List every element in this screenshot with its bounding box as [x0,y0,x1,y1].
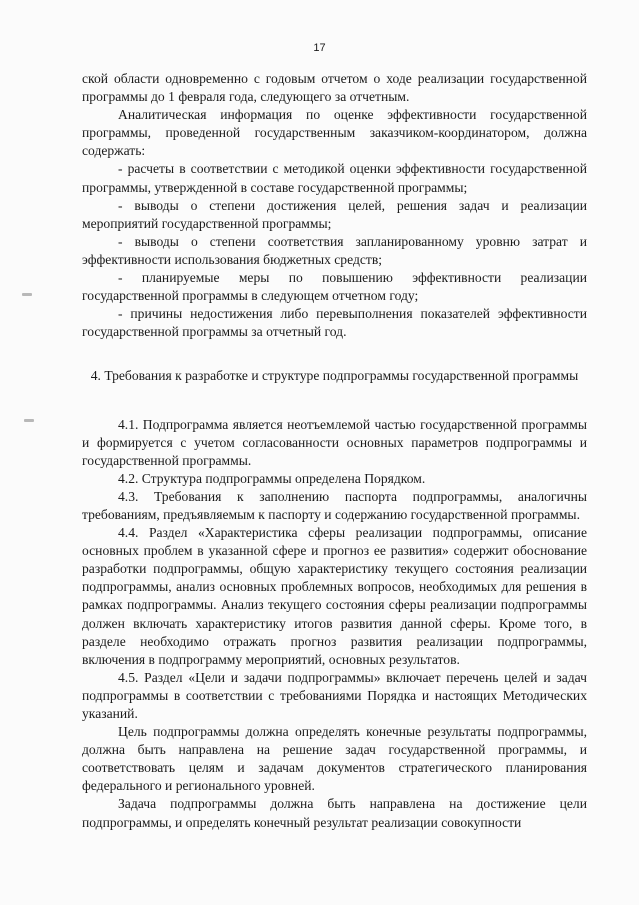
paragraph-continuation: ской области одновременно с годовым отчетом о ходе реализации государственной программы до 1 февраля года, следующего за отчетным. [82,71,587,105]
paragraph-4-4: 4.4. Раздел «Характеристика сферы реализации подпрограммы, описание основных проблем в указанной сфере и прогноз ее развития» содержит обоснование разработки подпрограммы, общую характеристику текущего состояния реализации подпрограммы, анализ основных проблемных вопросов, необходимых для решения в рамках подпрограммы. Анализ текущего состояния сферы реализации подпрограммы должен включать характеристику итогов развития данной сферы. Кроме того, в разделе необходимо отражать прогноз развития реализации подпрограммы, включения в подпрограмму мероприятий, основных результатов. [82,525,587,667]
list-item: - расчеты в соответствии с методикой оценки эффективности государственной программы, утвержденной в составе государственной программы; [82,161,587,195]
scan-artifact [22,293,32,296]
paragraph-4-5: 4.5. Раздел «Цели и задачи подпрограммы» включает перечень целей и задач подпрограммы в соответствии с требованиями Порядка и настоящих Методических указаний. [82,669,587,721]
document-body [82,70,587,832]
list-item: - выводы о степени достижения целей, решения задач и реализации мероприятий государственной программы; [82,197,587,231]
list-item: - планируемые меры по повышению эффективности реализации государственной программы в следующем отчетном году; [82,270,587,304]
paragraph-analytics: Аналитическая информация по оценке эффективности государственной программы, проведенной государственным заказчиком-координатором, должна содержать: [82,107,587,159]
paragraph-goal: Цель подпрограммы должна определять конечные результаты подпрограммы, должна быть направлена на решение задач государственной программы, и соответствовать целям и задачам документов стратегического планирования федерального и регионального уровней. [82,724,587,794]
paragraph-4-3: 4.3. Требования к заполнению паспорта подпрограммы, аналогичны требованиям, предъявляемым к паспорту и содержанию государственной программы. [82,488,587,522]
list-item: - причины недостижения либо перевыполнения показателей эффективности государственной программы за отчетный год. [82,306,587,340]
list-item: - выводы о степени соответствия запланированному уровню затрат и эффективности использования бюджетных средств; [82,233,587,267]
page-number: 17 [313,42,326,54]
paragraph-task: Задача подпрограммы должна быть направлена на достижение цели подпрограммы, и определять конечный результат реализации совокупности [82,796,587,830]
section-heading: 4. Требования к разработке и структуре подпрограммы государственной программы [90,368,579,384]
paragraph-4-2: 4.2. Структура подпрограммы определена Порядком. [118,470,426,486]
paragraph-4-1: 4.1. Подпрограмма является неотъемлемой частью государственной программы и формируется с учетом согласованности основных параметров подпрограммы и государственной программы. [82,416,587,468]
scan-artifact [24,419,34,422]
